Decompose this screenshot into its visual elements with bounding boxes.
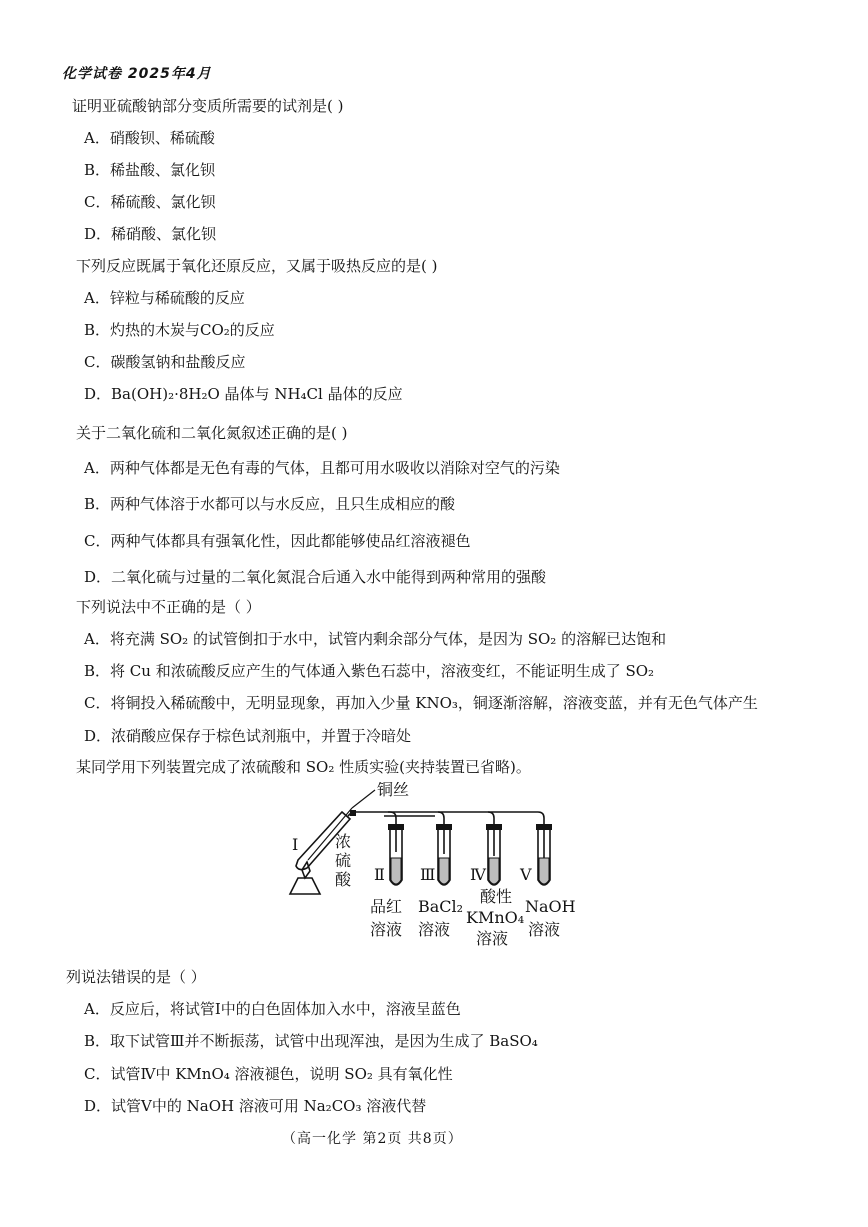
reagent-5-line-2: 溶液 xyxy=(528,920,561,939)
q1-option-c: C．稀硫酸、氯化钡 xyxy=(84,193,216,211)
tube-numeral-3: Ⅲ xyxy=(420,865,436,884)
q2-option-b: B．灼热的木炭与CO₂的反应 xyxy=(84,321,275,339)
q5-option-a: A．反应后，将试管Ⅰ中的白色固体加入水中，溶液呈蓝色 xyxy=(84,1000,461,1018)
page-footer: （高一化学 第2页 共8页） xyxy=(282,1131,463,1147)
q4-option-c: C．将铜投入稀硫酸中，无明显现象，再加入少量 KNO₃，铜逐渐溶解，溶液变蓝，并有无色气体产生 xyxy=(84,694,758,712)
q3-option-b: B．两种气体溶于水都可以与水反应，且只生成相应的酸 xyxy=(84,495,456,513)
q4-stem: 下列说法中不正确的是（ ） xyxy=(76,598,261,616)
q1-option-b: B．稀盐酸、氯化钡 xyxy=(84,161,216,179)
connecting-tube-4 xyxy=(438,812,494,856)
page-header: 化学试卷 2025年4月 xyxy=(62,66,212,82)
q2-option-c: C．碳酸氢钠和盐酸反应 xyxy=(84,353,246,371)
q5-intro: 某同学用下列装置完成了浓硫酸和 SO₂ 性质实验(夹持装置已省略)。 xyxy=(76,758,531,776)
stopper-1 xyxy=(350,810,356,816)
q3-option-a: A．两种气体都是无色有毒的气体，且都可用水吸收以消除对空气的污染 xyxy=(84,459,560,477)
reagent-2-line-1: 品红 xyxy=(370,897,403,916)
q4-option-b: B．将 Cu 和浓硫酸反应产生的气体通入紫色石蕊中，溶液变红，不能证明生成了 SO₂ xyxy=(84,662,655,680)
stopper-5 xyxy=(536,824,552,830)
connecting-tube-5 xyxy=(488,812,544,858)
stopper-4 xyxy=(486,824,502,830)
q1-option-d: D．稀硝酸、氯化钡 xyxy=(84,225,217,243)
label-acid-3: 酸 xyxy=(335,870,352,889)
tube-numeral-4: Ⅳ xyxy=(470,865,486,884)
q3-stem: 关于二氧化硫和二氧化氮叙述正确的是( ) xyxy=(76,424,348,442)
reagent-4-line-1: 酸性 xyxy=(480,887,513,906)
q5-option-d: D．试管Ⅴ中的 NaOH 溶液可用 Na₂CO₃ 溶液代替 xyxy=(84,1097,427,1115)
experiment-apparatus-diagram xyxy=(280,782,580,957)
q2-stem: 下列反应既属于氧化还原反应，又属于吸热反应的是( ) xyxy=(76,257,438,275)
q3-option-c: C．两种气体都具有强氧化性，因此都能够使品红溶液褪色 xyxy=(84,532,471,550)
q4-option-a: A．将充满 SO₂ 的试管倒扣于水中，试管内剩余部分气体，是因为 SO₂ 的溶解已达饱和 xyxy=(84,630,667,648)
label-copper-wire: 铜丝 xyxy=(377,782,410,799)
q2-option-d: D．Ba(OH)₂·8H₂O 晶体与 NH₄Cl 晶体的反应 xyxy=(84,385,403,403)
reagent-4-line-3: 溶液 xyxy=(476,929,509,948)
reagent-5-line-1: NaOH xyxy=(525,897,576,916)
q4-option-d: D．浓硝酸应保存于棕色试剂瓶中，并置于冷暗处 xyxy=(84,727,412,745)
q1-option-a: A．硝酸钡、稀硫酸 xyxy=(84,129,215,147)
connecting-tube-1 xyxy=(348,812,396,852)
copper-wire-pointer xyxy=(352,790,375,808)
q1-stem: 证明亚硫酸钠部分变质所需要的试剂是( ) xyxy=(72,97,344,115)
stopper-2 xyxy=(388,824,404,830)
reagent-3-line-2: 溶液 xyxy=(418,920,451,939)
tube-numeral-1: Ⅰ xyxy=(292,835,299,854)
q5-stem: 列说法错误的是（ ） xyxy=(66,968,206,986)
reagent-4-line-2: KMnO₄ xyxy=(466,908,525,927)
burner xyxy=(290,878,320,894)
liquid-5 xyxy=(539,858,549,884)
reagent-2-line-2: 溶液 xyxy=(370,920,403,939)
q3-option-d: D．二氧化硫与过量的二氧化氮混合后通入水中能得到两种常用的强酸 xyxy=(84,568,547,586)
reagent-3-line-1: BaCl₂ xyxy=(418,897,464,916)
tube-numeral-2: Ⅱ xyxy=(374,865,385,884)
q5-option-b: B．取下试管Ⅲ并不断振荡，试管中出现浑浊，是因为生成了 BaSO₄ xyxy=(84,1032,538,1050)
liquid-4 xyxy=(489,858,499,884)
tube-numeral-5: Ⅴ xyxy=(520,865,532,884)
stopper-3 xyxy=(436,824,452,830)
q2-option-a: A．锌粒与稀硫酸的反应 xyxy=(84,289,245,307)
label-acid-1: 浓 xyxy=(335,832,352,851)
liquid-3 xyxy=(439,858,449,884)
q5-option-c: C．试管Ⅳ中 KMnO₄ 溶液褪色，说明 SO₂ 具有氧化性 xyxy=(84,1065,453,1083)
liquid-2 xyxy=(391,858,401,884)
label-acid-2: 硫 xyxy=(335,851,352,870)
